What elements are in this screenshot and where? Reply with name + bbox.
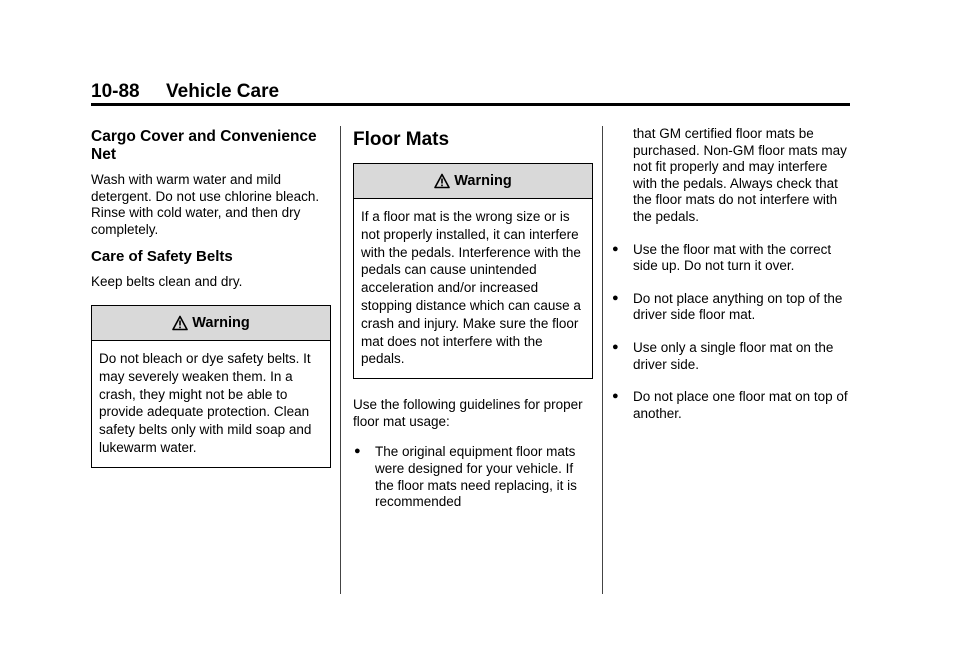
list-item <box>353 444 593 510</box>
warning-triangle-icon <box>434 173 450 189</box>
bullet-icon: ● <box>612 291 619 304</box>
cargo-text: Wash with warm water and mild detergent. Do not use chlorine bleach. Rinse with cold water, and then dry completely. <box>91 172 320 237</box>
warning-text: If a floor mat is the wrong size or is not properly installed, it can interfere with the pedals. Interference with the pedals can cause unintended acceleration and/or increased stopping distance which can cause a crash and injury. Make sure the floor mat does not interfere with the pedals. <box>361 209 581 367</box>
list-item-text: Use the floor mat with the correct side up. Do not turn it over. <box>633 241 832 274</box>
list-item-text: The original equipment floor mats were designed for your vehicle. If the floor mats need replacing, it is recommended <box>375 444 577 510</box>
guidelines-text: Use the following guidelines for proper floor mat usage: <box>353 397 583 429</box>
warning-title: Warning <box>454 173 512 189</box>
list-item <box>611 242 851 275</box>
belts-text: Keep belts clean and dry. <box>91 274 243 290</box>
warning-triangle-icon <box>172 315 188 331</box>
list-item-text: Use only a single floor mat on the driver side. <box>633 339 834 372</box>
warning-header <box>92 306 330 341</box>
floor-mats-heading: Floor Mats <box>353 129 450 150</box>
page-number: 10-88 <box>91 81 140 102</box>
list-item-continued: that GM certified floor mats be purchased. Non-GM floor mats may not fit properly and may interfere with the pedals. Always check that the floor mats do not interfere with the pedals. <box>633 126 847 224</box>
warning-title: Warning <box>192 314 250 331</box>
list-item <box>611 340 851 373</box>
list-item-text: Do not place anything on top of the driver side floor mat. <box>633 290 843 323</box>
list-item <box>611 291 851 324</box>
bullet-icon: ● <box>612 340 619 353</box>
warning-header <box>354 164 592 199</box>
bullet-icon: ● <box>612 390 619 403</box>
bullet-list <box>353 444 593 510</box>
column-left <box>91 126 331 468</box>
column-right <box>611 126 851 438</box>
column-divider <box>602 126 603 594</box>
belts-heading: Care of Safety Belts <box>91 248 233 266</box>
header-rule <box>91 103 850 106</box>
warning-box <box>353 163 593 379</box>
header-title <box>91 80 850 104</box>
page-header <box>91 80 850 104</box>
column-middle <box>353 126 593 527</box>
warning-text: Do not bleach or dye safety belts. It may severely weaken them. In a crash, they might not be able to provide adequate protection. Clean safety belts only with mild soap and lukewarm water. <box>99 350 312 455</box>
list-item <box>611 389 851 422</box>
warning-box <box>91 305 331 468</box>
bullet-icon: ● <box>612 242 619 255</box>
cargo-heading: Cargo Cover and Convenience Net <box>91 128 317 163</box>
section-title: Vehicle Care <box>166 81 280 102</box>
list-item-text: Do not place one floor mat on top of another. <box>633 389 848 421</box>
bullet-list <box>611 242 851 423</box>
column-divider <box>340 126 341 594</box>
bullet-icon: ● <box>354 445 361 458</box>
